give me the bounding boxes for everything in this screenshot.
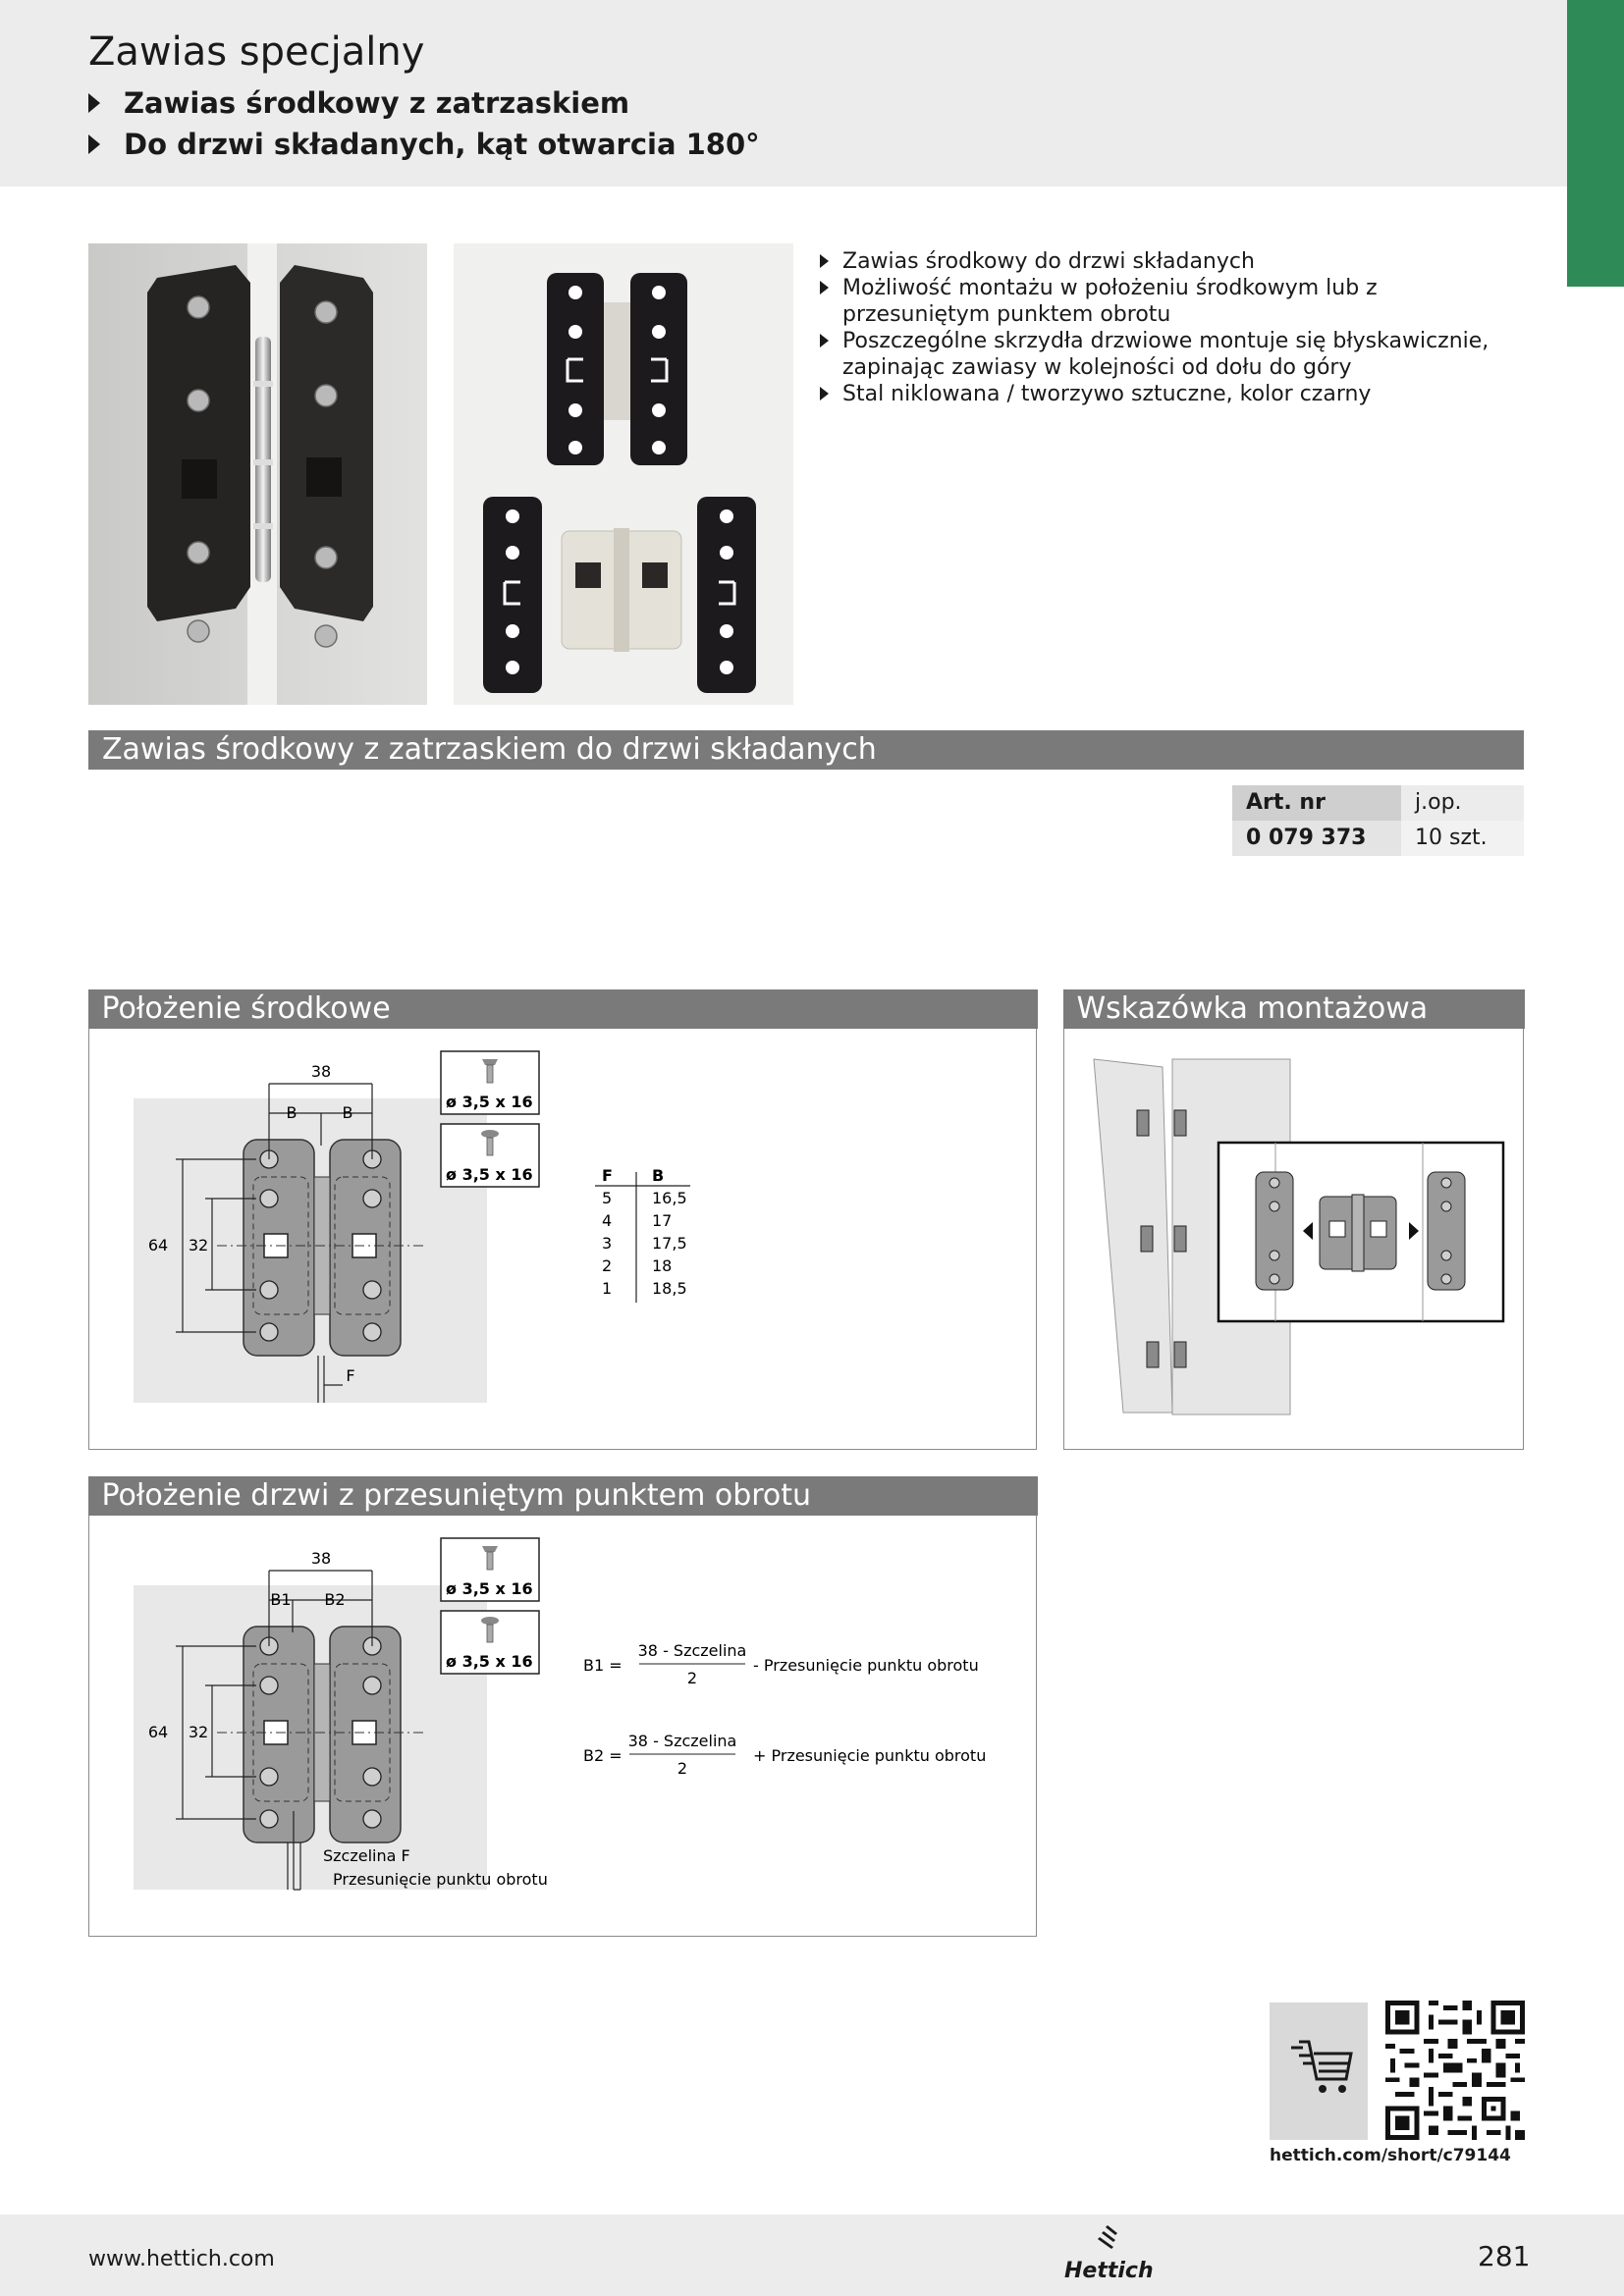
fb-header-b: B bbox=[652, 1166, 665, 1185]
fb-b-value: 16,5 bbox=[652, 1189, 687, 1207]
article-table bbox=[1232, 785, 1524, 856]
subtitle-2: Do drzwi składanych, kąt otwarcia 180° bbox=[88, 128, 760, 161]
bullet-triangle-icon bbox=[820, 334, 829, 347]
shopping-cart-icon bbox=[1270, 2002, 1368, 2140]
bullet-triangle-icon bbox=[88, 93, 100, 113]
section-color-tab bbox=[1567, 0, 1624, 287]
table-header-unit: j.op. bbox=[1401, 785, 1524, 821]
fb-f-value: 3 bbox=[602, 1234, 613, 1253]
fb-f-value: 5 bbox=[602, 1189, 613, 1207]
offset-label: Przesunięcie punktu obrotu bbox=[333, 1870, 548, 1889]
subtitle-1: Zawias środkowy z zatrzaskiem bbox=[88, 86, 629, 120]
fb-b-value: 17,5 bbox=[652, 1234, 687, 1253]
screw-spec-1: ø 3,5 x 16 bbox=[446, 1579, 533, 1598]
list-item: Zawias środkowy do drzwi składanych bbox=[820, 248, 1527, 275]
dim-b1-label: B1 bbox=[270, 1590, 292, 1609]
bullet-triangle-icon bbox=[820, 254, 829, 268]
short-url-link[interactable]: hettich.com/short/c79144 bbox=[1270, 2146, 1511, 2165]
formula2-rhs: + Przesunięcie punktu obrotu bbox=[753, 1746, 987, 1765]
page-number: 281 bbox=[1478, 2240, 1531, 2272]
dim-64-label: 64 bbox=[147, 1723, 169, 1741]
footer-website-link[interactable]: www.hettich.com bbox=[88, 2247, 275, 2271]
hinge-photo-components bbox=[454, 243, 793, 705]
screw-spec-2: ø 3,5 x 16 bbox=[446, 1652, 533, 1671]
bullet-triangle-icon bbox=[820, 387, 829, 400]
dim-38-label: 38 bbox=[310, 1549, 332, 1568]
central-position-title: Położenie środkowe bbox=[88, 989, 1038, 1029]
screw-spec-2: ø 3,5 x 16 bbox=[446, 1165, 533, 1184]
formula2-numerator: 38 - Szczelina bbox=[627, 1732, 737, 1750]
list-item: Stal niklowana / tworzywo sztuczne, kolor czarny bbox=[820, 381, 1527, 407]
mounting-hint-drawing bbox=[1064, 990, 1525, 1451]
screw-spec-1: ø 3,5 x 16 bbox=[446, 1093, 533, 1111]
offset-position-drawing bbox=[89, 1477, 1038, 1938]
table-header-art-nr: Art. nr bbox=[1232, 785, 1401, 821]
qr-code[interactable] bbox=[1385, 2001, 1525, 2140]
dim-f-label: F bbox=[346, 1366, 355, 1385]
product-section-title: Zawias środkowy z zatrzaskiem do drzwi składanych bbox=[88, 730, 1524, 770]
brand-name: Hettich bbox=[1064, 2259, 1154, 2283]
table-header-row bbox=[1232, 785, 1524, 821]
fb-f-value: 1 bbox=[602, 1279, 613, 1298]
table-row bbox=[1232, 821, 1524, 856]
hinge-photo-mounted bbox=[88, 243, 427, 705]
dim-32-label: 32 bbox=[188, 1723, 209, 1741]
shop-cart-link[interactable] bbox=[1270, 2002, 1368, 2140]
offset-position-panel bbox=[88, 1476, 1037, 1937]
fb-f-value: 2 bbox=[602, 1256, 613, 1275]
fb-b-value: 18 bbox=[652, 1256, 673, 1275]
mounting-hint-title: Wskazówka montażowa bbox=[1063, 989, 1525, 1029]
bullet-triangle-icon bbox=[820, 281, 829, 294]
fb-b-value: 17 bbox=[652, 1211, 673, 1230]
formula1-lhs: B1 = bbox=[583, 1656, 623, 1675]
dim-b2-label: B2 bbox=[324, 1590, 346, 1609]
central-position-panel bbox=[88, 989, 1037, 1450]
dim-b-right-label: B bbox=[342, 1103, 353, 1122]
central-position-drawing bbox=[89, 990, 1038, 1451]
formula1-denominator: 2 bbox=[686, 1669, 698, 1687]
list-item: Możliwość montażu w położeniu środkowym lub z przesuniętym punktem obrotu bbox=[820, 275, 1527, 328]
dim-b-left-label: B bbox=[286, 1103, 298, 1122]
dim-64-label: 64 bbox=[147, 1236, 169, 1255]
fb-header-f: F bbox=[602, 1166, 613, 1185]
brand-logo bbox=[1062, 2223, 1154, 2286]
offset-position-title: Położenie drzwi z przesuniętym punktem obrotu bbox=[88, 1476, 1038, 1516]
bullet-triangle-icon bbox=[88, 134, 100, 154]
formula1-rhs: - Przesunięcie punktu obrotu bbox=[753, 1656, 979, 1675]
formula1-numerator: 38 - Szczelina bbox=[637, 1641, 747, 1660]
package-unit: 10 szt. bbox=[1401, 821, 1524, 856]
fb-b-value: 18,5 bbox=[652, 1279, 687, 1298]
dim-32-label: 32 bbox=[188, 1236, 209, 1255]
list-item: Poszczególne skrzydła drzwiowe montuje się błyskawicznie, zapinając zawiasy w kolejności od dołu do góry bbox=[820, 328, 1527, 381]
formula2-lhs: B2 = bbox=[583, 1746, 623, 1765]
fb-f-value: 4 bbox=[602, 1211, 613, 1230]
dim-38-label: 38 bbox=[310, 1062, 332, 1081]
page-title: Zawias specjalny bbox=[88, 29, 425, 75]
feature-list bbox=[820, 248, 1527, 407]
gap-label: Szczelina F bbox=[323, 1846, 410, 1865]
formula2-denominator: 2 bbox=[677, 1759, 688, 1778]
article-number: 0 079 373 bbox=[1232, 821, 1401, 856]
mounting-hint-panel bbox=[1063, 989, 1524, 1450]
